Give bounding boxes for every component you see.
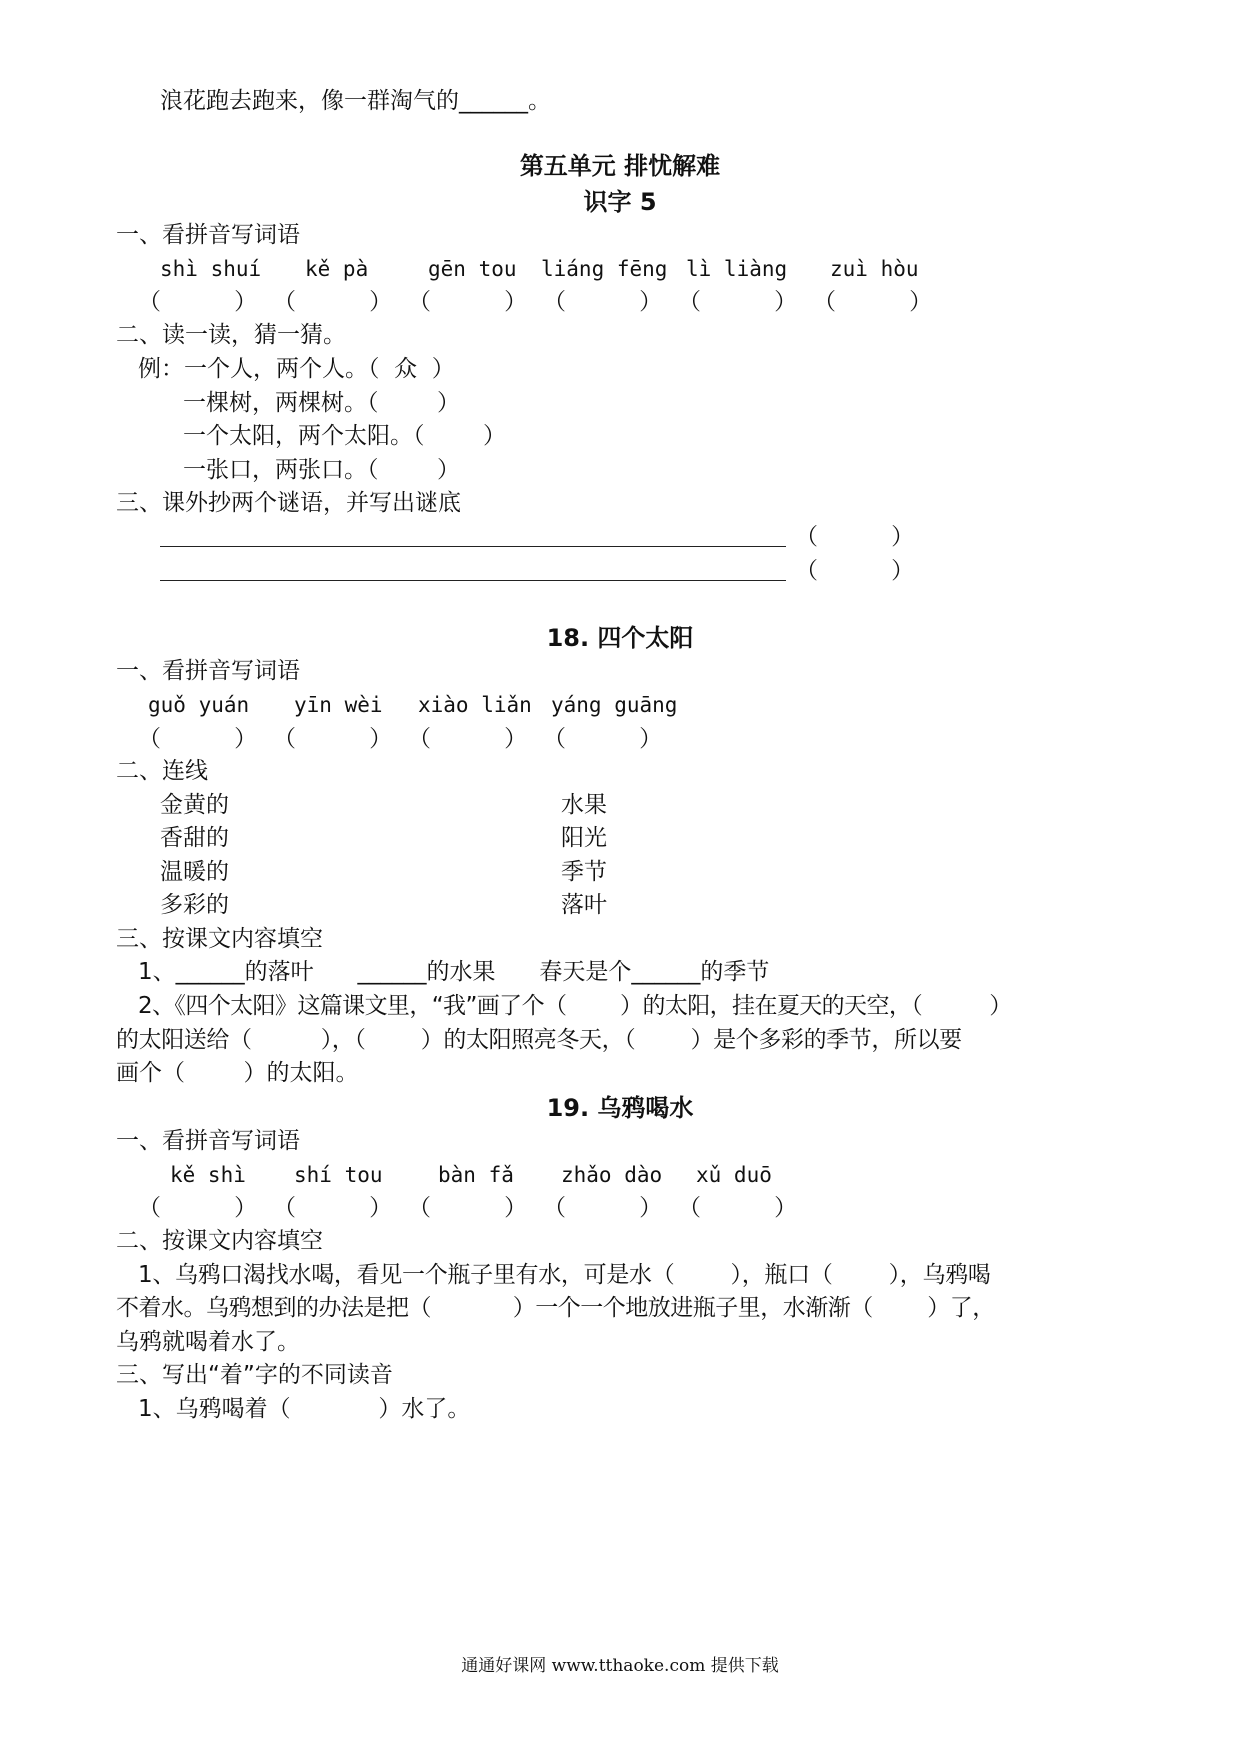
writing-line[interactable] <box>160 580 786 581</box>
riddle-line: 一个太阳，两个太阳。（ ） <box>183 423 506 449</box>
lesson-title-18: 18. 四个太阳 <box>546 624 694 652</box>
answer-blank[interactable]: （ ） <box>795 524 915 550</box>
unit-title: 第五单元 排忧解难 <box>519 152 721 180</box>
q3-heading: 三、课外抄两个谜语，并写出谜底 <box>116 490 461 516</box>
pinyin-item: gēn tou <box>428 257 517 281</box>
fill-line: 乌鸦就喝着水了。 <box>116 1329 300 1355</box>
pinyin-item: shí tou <box>294 1163 383 1187</box>
answer-blank[interactable]: （ ） <box>138 726 258 752</box>
pinyin-item: zhǎo dào <box>561 1163 663 1187</box>
pinyin-item: yīn wèi <box>294 693 383 717</box>
match-left-item[interactable]: 金黄的 <box>160 792 229 818</box>
footer-source: 通通好课网 www.tthaoke.com 提供下载 <box>461 1656 779 1676</box>
answer-blank[interactable]: （ ） <box>273 1195 393 1221</box>
pinyin-item: bàn fǎ <box>438 1163 514 1187</box>
pinyin-item: guǒ yuán <box>148 693 250 717</box>
writing-line[interactable] <box>160 546 786 547</box>
answer-blank[interactable]: （ ） <box>543 289 663 315</box>
match-right-item[interactable]: 阳光 <box>561 825 607 851</box>
answer-blank[interactable]: （ ） <box>138 289 258 315</box>
q2-heading: 二、按课文内容填空 <box>116 1228 323 1254</box>
q2-heading: 二、连线 <box>116 758 208 784</box>
q1-heading: 一、看拼音写词语 <box>116 222 300 248</box>
pinyin-item: zuì hòu <box>830 257 919 281</box>
answer-blank[interactable]: （ ） <box>678 289 798 315</box>
match-left-item[interactable]: 多彩的 <box>160 892 229 918</box>
answer-blank[interactable]: （ ） <box>543 1195 663 1221</box>
q1-heading: 一、看拼音写词语 <box>116 658 300 684</box>
pinyin-item: shì shuí <box>160 257 262 281</box>
q3-heading: 三、写出“着”字的不同读音 <box>116 1362 393 1388</box>
riddle-line: 一棵树，两棵树。（ ） <box>183 390 460 416</box>
answer-blank[interactable]: （ ） <box>273 726 393 752</box>
pinyin-item: lì liàng <box>686 257 788 281</box>
q3-heading: 三、按课文内容填空 <box>116 926 323 952</box>
answer-blank[interactable]: （ ） <box>543 726 663 752</box>
answer-blank[interactable]: （ ） <box>273 289 393 315</box>
match-right-item[interactable]: 水果 <box>561 792 607 818</box>
fill-line: 2、《四个太阳》这篇课文里，“我”画了个（ ）的太阳，挂在夏天的天空，（ ） <box>138 993 1012 1019</box>
pinyin-item: yáng guāng <box>551 693 678 717</box>
pinyin-item: kě shì <box>170 1163 246 1187</box>
pinyin-item: kě pà <box>305 257 369 281</box>
answer-blank[interactable]: （ ） <box>408 1195 528 1221</box>
answer-blank[interactable]: （ ） <box>813 289 933 315</box>
pinyin-item: xiào liǎn <box>418 693 532 717</box>
fill-line: 不着水。乌鸦想到的办法是把（ ）一个一个地放进瓶子里，水渐渐（ ）了， <box>116 1295 995 1321</box>
fill-line: 画个（ ）的太阳。 <box>116 1060 359 1086</box>
match-right-item[interactable]: 落叶 <box>561 892 607 918</box>
riddle-line: 一张口，两张口。（ ） <box>183 457 460 483</box>
match-left-item[interactable]: 香甜的 <box>160 825 229 851</box>
riddle-example: 例：一个人，两个人。（ 众 ） <box>138 356 455 382</box>
fill-line: 1、______的落叶 ______的水果 春天是个______的季节 <box>138 959 770 985</box>
answer-blank[interactable]: （ ） <box>408 289 528 315</box>
match-right-item[interactable]: 季节 <box>561 859 607 885</box>
answer-blank[interactable]: （ ） <box>795 558 915 584</box>
answer-blank[interactable]: （ ） <box>678 1195 798 1221</box>
lesson-title-19: 19. 乌鸦喝水 <box>546 1094 694 1122</box>
answer-blank[interactable]: （ ） <box>408 726 528 752</box>
fill-line: 的太阳送给（ ），（ ）的太阳照亮冬天，（ ）是个多彩的季节，所以要 <box>116 1027 962 1053</box>
pinyin-item: xǔ duō <box>696 1163 772 1187</box>
top-line: 浪花跑去跑来，像一群淘气的______。 <box>160 88 551 114</box>
fill-line: 1、乌鸦喝着（ ）水了。 <box>138 1396 471 1422</box>
lesson-title-shizi5: 识字 5 <box>583 188 657 216</box>
match-left-item[interactable]: 温暖的 <box>160 859 229 885</box>
fill-line: 1、乌鸦口渴找水喝，看见一个瓶子里有水，可是水（ ），瓶口（ ），乌鸦喝 <box>138 1262 991 1288</box>
answer-blank[interactable]: （ ） <box>138 1195 258 1221</box>
q2-heading: 二、读一读，猜一猜。 <box>116 322 346 348</box>
q1-heading: 一、看拼音写词语 <box>116 1128 300 1154</box>
pinyin-item: liáng fēng <box>541 257 668 281</box>
